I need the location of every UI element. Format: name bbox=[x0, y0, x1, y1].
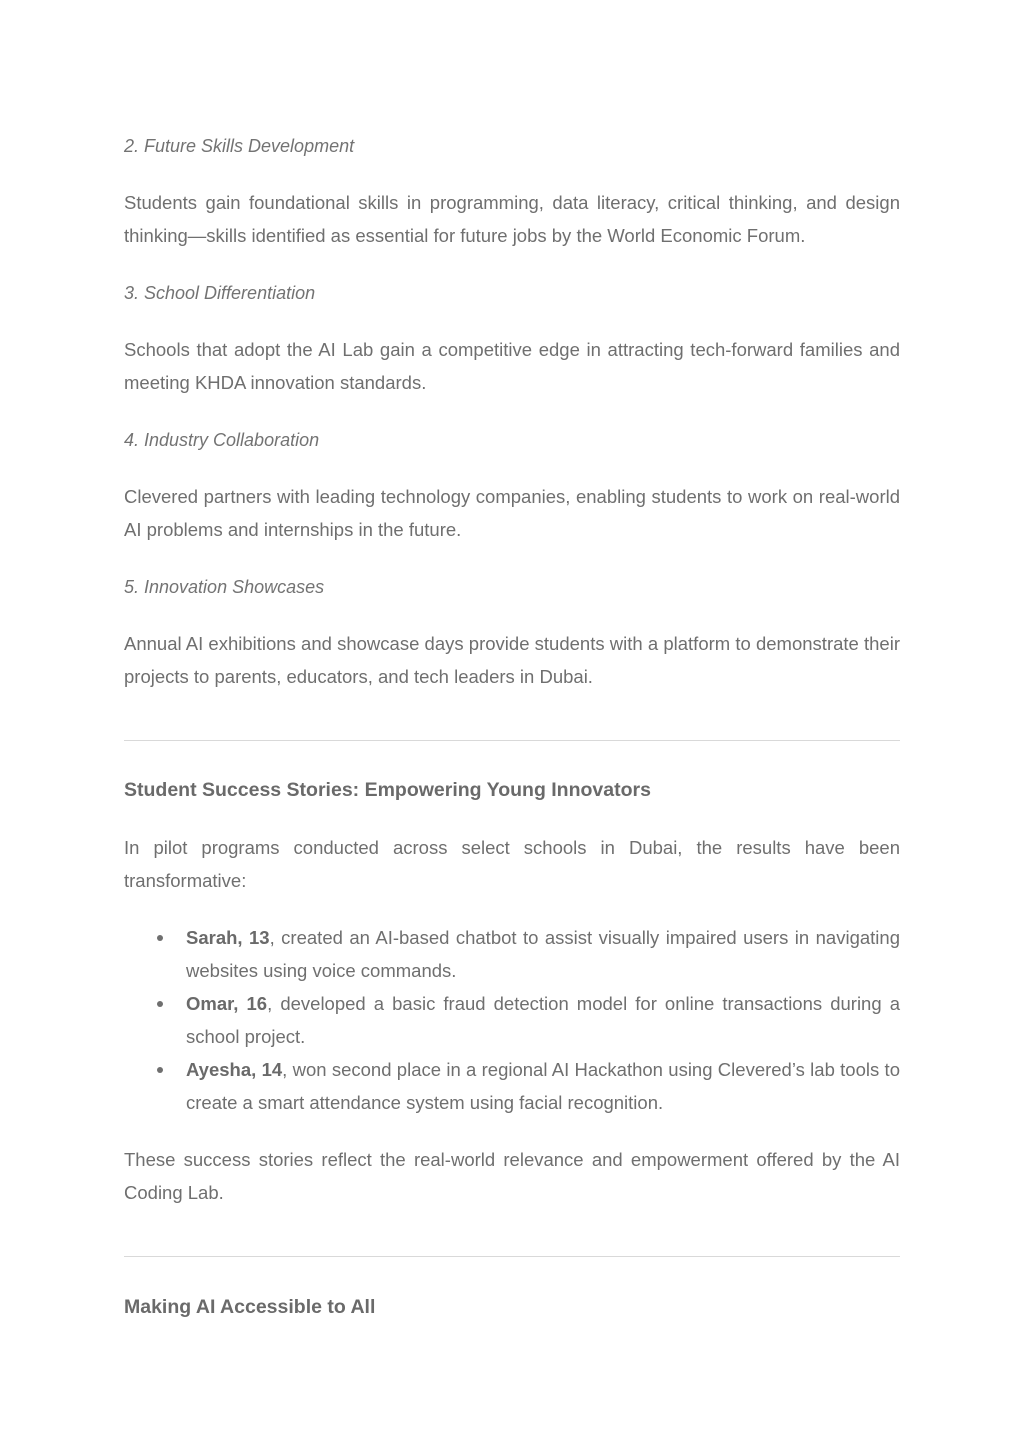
paragraph-industry-collaboration: Clevered partners with leading technology companies, enabling students to work on real-world AI problems and internships in the future. bbox=[124, 486, 900, 540]
subhead-future-skills: 2. Future Skills Development bbox=[124, 136, 355, 156]
student-name: Sarah, 13 bbox=[186, 927, 270, 948]
subhead-school-differentiation: 3. School Differentiation bbox=[124, 283, 316, 303]
student-name: Omar, 16 bbox=[186, 993, 268, 1014]
list-item bbox=[124, 987, 900, 1053]
student-name: Ayesha, 14 bbox=[186, 1059, 283, 1080]
heading-accessible: Making AI Accessible to All bbox=[124, 1296, 376, 1318]
subhead-innovation-showcases: 5. Innovation Showcases bbox=[124, 577, 325, 597]
paragraph-future-skills: Students gain foundational skills in programming, data literacy, critical thinking, and design thinking—skills identified as essential for future jobs by the World Economic Forum. bbox=[124, 192, 900, 246]
list-item bbox=[124, 1053, 900, 1119]
heading-success-stories: Student Success Stories: Empowering Young Innovators bbox=[124, 779, 651, 801]
subhead-industry-collaboration: 4. Industry Collaboration bbox=[124, 430, 320, 450]
story-text: , developed a basic fraud detection model for online transactions during a school project. bbox=[186, 993, 900, 1047]
section-divider bbox=[124, 1256, 900, 1257]
story-text: , won second place in a regional AI Hackathon using Clevered’s lab tools to create a smart attendance system using facial recognition. bbox=[186, 1059, 900, 1113]
list-item bbox=[124, 921, 900, 987]
paragraph-school-differentiation: Schools that adopt the AI Lab gain a competitive edge in attracting tech-forward families and meeting KHDA innovation standards. bbox=[124, 339, 900, 393]
paragraph-success-closing: These success stories reflect the real-world relevance and empowerment offered by the AI Coding Lab. bbox=[124, 1149, 900, 1203]
story-text: , created an AI-based chatbot to assist visually impaired users in navigating websites using voice commands. bbox=[186, 927, 900, 981]
paragraph-innovation-showcases: Annual AI exhibitions and showcase days provide students with a platform to demonstrate their projects to parents, educators, and tech leaders in Dubai. bbox=[124, 633, 900, 687]
bullet-icon bbox=[157, 1067, 163, 1073]
section-divider bbox=[124, 740, 900, 741]
success-stories-list bbox=[124, 921, 900, 1119]
bullet-icon bbox=[157, 1001, 163, 1007]
bullet-icon bbox=[157, 935, 163, 941]
paragraph-success-intro: In pilot programs conducted across select schools in Dubai, the results have been transformative: bbox=[124, 837, 900, 891]
